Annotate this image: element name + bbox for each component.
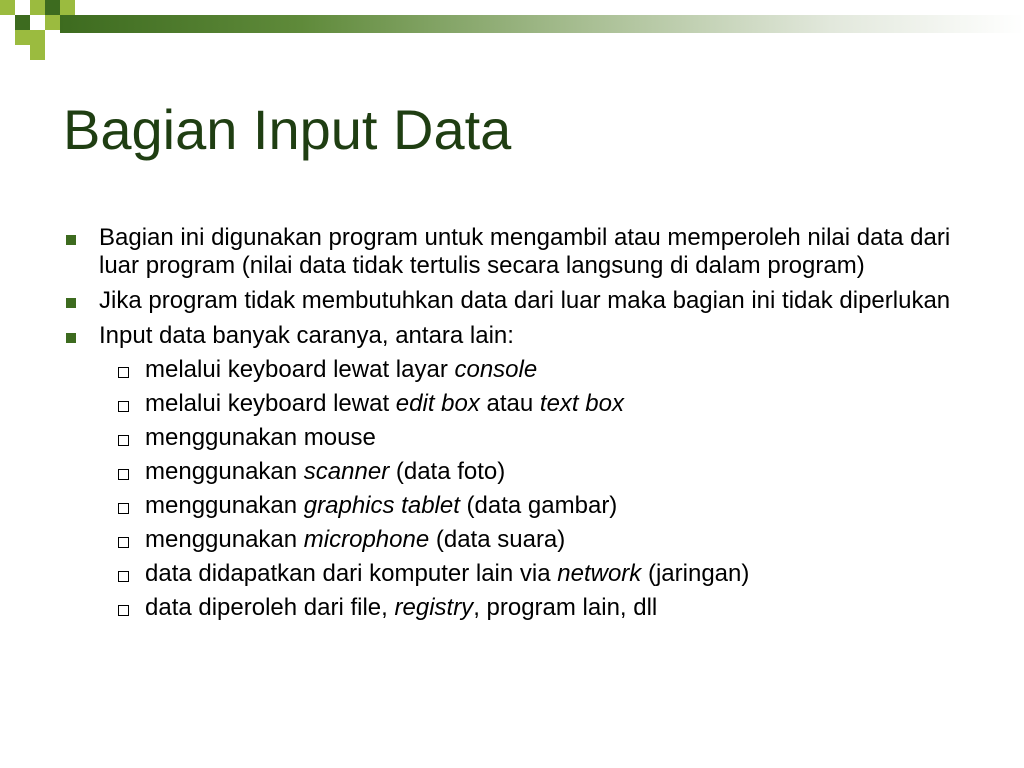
hollow-square-bullet-icon xyxy=(118,503,129,514)
decor-square-icon xyxy=(15,30,30,45)
decor-square-icon xyxy=(30,30,45,45)
sub-bullet-text: menggunakan mouse xyxy=(145,424,376,451)
hollow-square-bullet-icon xyxy=(118,537,129,548)
sub-bullet-item xyxy=(145,390,962,418)
sub-bullet-item xyxy=(145,458,962,486)
square-bullet-icon xyxy=(66,235,76,245)
decor-square-icon xyxy=(30,0,45,15)
hollow-square-bullet-icon xyxy=(118,605,129,616)
decor-square-icon xyxy=(45,15,60,30)
sub-bullet-text: menggunakan graphics tablet (data gambar) xyxy=(145,492,618,519)
sub-bullet-item xyxy=(145,594,962,622)
hollow-square-bullet-icon xyxy=(118,435,129,446)
decor-square-icon xyxy=(60,0,75,15)
bullet-text: Bagian ini digunakan program untuk mengambil atau memperoleh nilai data dari luar program (nilai data tidak tertulis secara langsung di dalam program) xyxy=(99,224,951,279)
sub-bullet-item xyxy=(145,356,962,384)
hollow-square-bullet-icon xyxy=(118,469,129,480)
sub-bullet-text: menggunakan scanner (data foto) xyxy=(145,458,506,485)
bullet-item xyxy=(62,224,962,280)
sub-bullet-text: melalui keyboard lewat layar console xyxy=(145,356,538,383)
sub-bullet-text: melalui keyboard lewat edit box atau text box xyxy=(145,390,624,417)
sub-bullet-item xyxy=(145,560,962,588)
sub-bullet-text: menggunakan microphone (data suara) xyxy=(145,526,566,553)
decor-square-icon xyxy=(45,0,60,15)
slide-content xyxy=(62,224,962,628)
hollow-square-bullet-icon xyxy=(118,367,129,378)
bullet-text: Jika program tidak membutuhkan data dari luar maka bagian ini tidak diperlukan xyxy=(99,287,951,314)
bullet-text: Input data banyak caranya, antara lain: xyxy=(99,322,514,349)
square-bullet-icon xyxy=(66,333,76,343)
hollow-square-bullet-icon xyxy=(118,571,129,582)
sub-bullet-text: data diperoleh dari file, registry, program lain, dll xyxy=(145,594,658,621)
header-gradient-bar xyxy=(60,15,1024,33)
decor-square-icon xyxy=(0,0,15,15)
square-bullet-icon xyxy=(66,298,76,308)
decor-square-icon xyxy=(15,15,30,30)
bullet-item xyxy=(62,322,962,350)
bullet-item xyxy=(62,287,962,315)
sub-bullet-item xyxy=(145,526,962,554)
hollow-square-bullet-icon xyxy=(118,401,129,412)
decor-square-icon xyxy=(30,45,45,60)
slide-title: Bagian Input Data xyxy=(63,98,512,161)
sub-bullet-item xyxy=(145,492,962,520)
sub-bullet-text: data didapatkan dari komputer lain via network (jaringan) xyxy=(145,560,750,587)
sub-bullet-item xyxy=(145,424,962,452)
